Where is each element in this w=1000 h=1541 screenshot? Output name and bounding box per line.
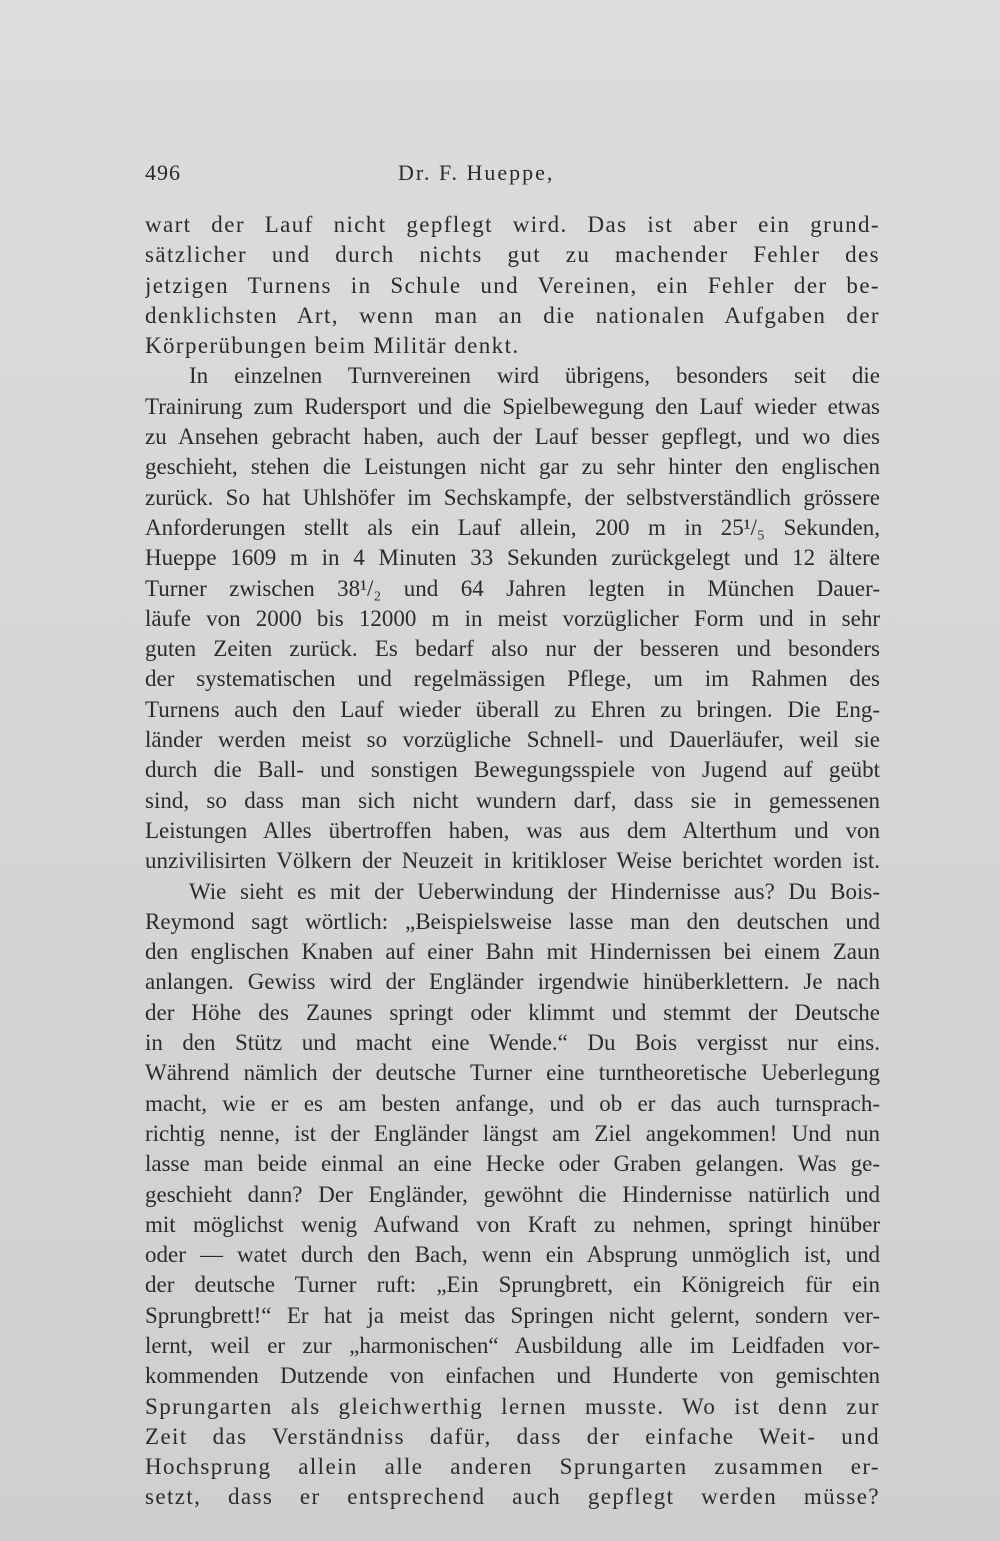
text-line: Turnens auch den Lauf wieder überall zu Ehren zu bringen. Die Eng-	[145, 696, 880, 722]
text-line: Leistungen Alles übertroffen haben, was aus dem Alterthum und von	[145, 817, 880, 843]
text-line: Trainirung zum Rudersport und die Spielbewegung den Lauf wieder etwas	[145, 393, 880, 419]
text-line: Hochsprung allein alle anderen Sprungarten zusammen er-	[145, 1454, 880, 1480]
text-line: Während nämlich der deutsche Turner eine turntheoretische Ueberlegung	[145, 1060, 880, 1086]
text-line: Sprungbrett!“ Er hat ja meist das Springen nicht gelernt, sondern ver-	[145, 1302, 880, 1328]
text-line: sätzlicher und durch nichts gut zu machender Fehler des	[145, 242, 880, 268]
text-line: setzt, dass er entsprechend auch gepflegt werden müsse?	[145, 1484, 880, 1510]
text-line: guten Zeiten zurück. Es bedarf also nur der besseren und besonders	[145, 636, 880, 662]
text-line: unzivilisirten Völkern der Neuzeit in kritikloser Weise berichtet worden ist.	[145, 848, 880, 874]
text-line: lasse man beide einmal an eine Hecke oder Graben gelangen. Was ge-	[145, 1151, 880, 1177]
running-title: Dr. F. Hueppe,	[398, 160, 555, 185]
text-line: Körperübungen beim Militär denkt.	[145, 333, 520, 359]
text-line: durch die Ball- und sonstigen Bewegungsspiele von Jugend auf geübt	[145, 757, 880, 783]
text-line: der Höhe des Zaunes springt oder klimmt und stemmt der Deutsche	[145, 999, 880, 1025]
text-line: lernt, weil er zur „harmonischen“ Ausbildung alle im Leidfaden vor-	[145, 1332, 880, 1358]
text-line: richtig nenne, ist der Engländer längst am Ziel angekommen! Und nun	[145, 1120, 880, 1146]
text-line: In einzelnen Turnvereinen wird übrigens, besonders seit die	[189, 363, 880, 389]
text-line: kommenden Dutzende von einfachen und Hunderte von gemischten	[145, 1363, 880, 1389]
body-text	[145, 210, 880, 1513]
text-line: anlangen. Gewiss wird der Engländer irgendwie hinüberklettern. Je nach	[145, 969, 880, 995]
page-header	[145, 160, 880, 190]
text-line: macht, wie er es am besten anfange, und ob er das auch turnsprach-	[145, 1090, 880, 1116]
text-line: jetzigen Turnens in Schule und Vereinen, ein Fehler der be-	[145, 272, 880, 298]
text-line: Wie sieht es mit der Ueberwindung der Hindernisse aus? Du Bois-	[189, 878, 880, 904]
text-line: zurück. So hat Uhlshöfer im Sechskampfe, der selbstverständlich grössere	[145, 484, 880, 510]
text-line: Sprungarten als gleichwerthig lernen musste. Wo ist denn zur	[145, 1393, 880, 1419]
text-line: Zeit das Verständniss dafür, dass der einfache Weit- und	[145, 1423, 880, 1449]
text-line: wart der Lauf nicht gepflegt wird. Das ist aber ein grund-	[145, 212, 880, 237]
text-line: Reymond sagt wörtlich: „Beispielsweise lasse man den deutschen und	[145, 908, 880, 934]
text-line: mit möglichst wenig Aufwand von Kraft zu nehmen, springt hinüber	[145, 1211, 880, 1237]
text-line: oder — watet durch den Bach, wenn ein Absprung unmöglich ist, und	[145, 1242, 880, 1268]
text-line: läufe von 2000 bis 12000 m in meist vorzüglicher Form und in sehr	[145, 605, 880, 631]
text-line: geschieht dann? Der Engländer, gewöhnt die Hindernisse natürlich und	[145, 1181, 880, 1207]
text-line: Anforderungen stellt als ein Lauf allein, 200 m in 25¹/₅ Sekunden,	[145, 514, 880, 540]
text-line: den englischen Knaben auf einer Bahn mit Hindernissen bei einem Zaun	[145, 939, 880, 965]
text-line: denklichsten Art, wenn man an die nationalen Aufgaben der	[145, 302, 880, 328]
text-line: der systematischen und regelmässigen Pflege, um im Rahmen des	[145, 666, 880, 692]
text-line: geschieht, stehen die Leistungen nicht gar zu sehr hinter den englischen	[145, 454, 880, 480]
text-line: Hueppe 1609 m in 4 Minuten 33 Sekunden zurückgelegt und 12 ältere	[145, 545, 880, 571]
text-line: in den Stütz und macht eine Wende.“ Du Bois vergisst nur eins.	[145, 1030, 880, 1056]
text-line: länder werden meist so vorzügliche Schnell- und Dauerläufer, weil sie	[145, 727, 880, 753]
text-line: sind, so dass man sich nicht wundern darf, dass sie in gemessenen	[145, 787, 880, 813]
text-line: zu Ansehen gebracht haben, auch der Lauf besser gepflegt, und wo dies	[145, 424, 880, 450]
text-line: Turner zwischen 38¹/₂ und 64 Jahren legten in München Dauer-	[145, 575, 880, 601]
text-line: der deutsche Turner ruft: „Ein Sprungbrett, ein Königreich für ein	[145, 1272, 880, 1298]
page-number: 496	[145, 160, 181, 185]
